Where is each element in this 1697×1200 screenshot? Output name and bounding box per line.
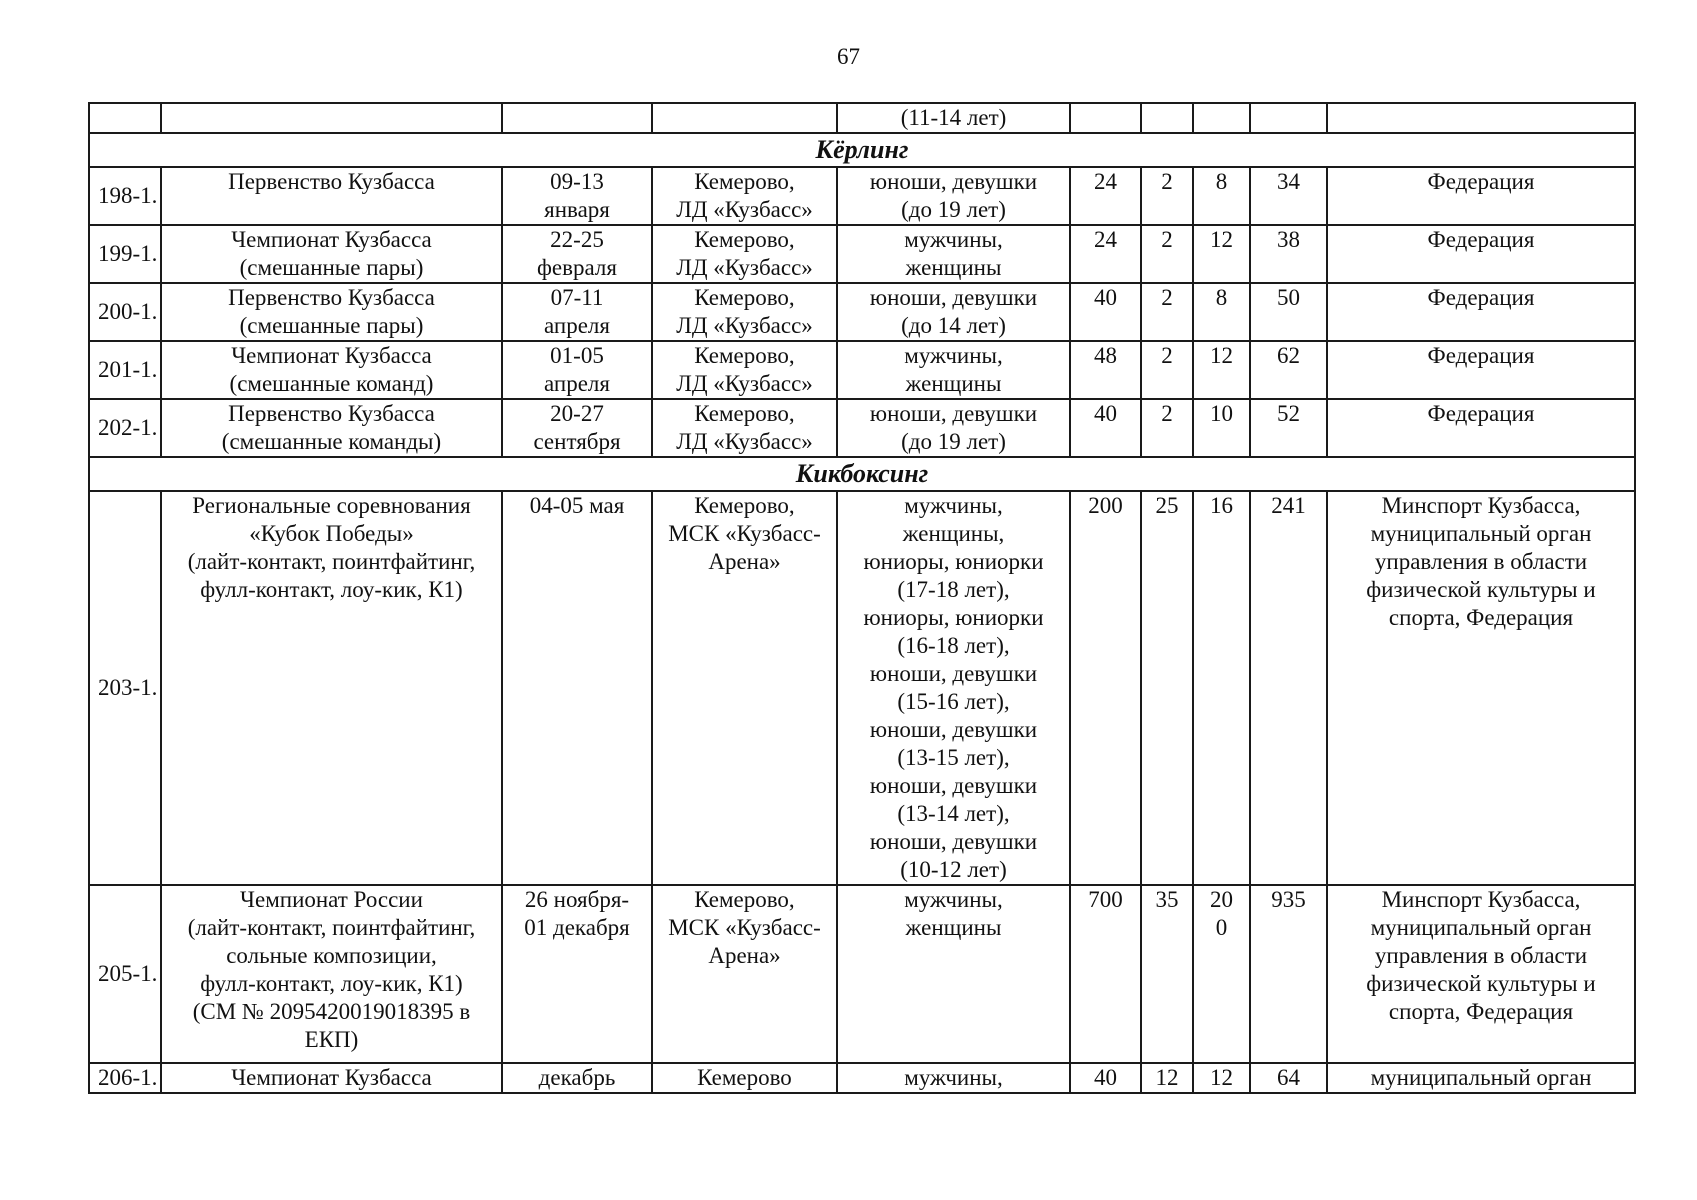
cell-n3: 8	[1193, 283, 1250, 341]
section-header-curling	[89, 133, 1635, 167]
cell-org: Федерация	[1327, 341, 1635, 399]
section-title: Кёрлинг	[89, 133, 1635, 167]
table-row	[89, 491, 1635, 885]
cell-place: Кемерово, МСК «Кузбасс- Арена»	[652, 885, 837, 1063]
cell-total: 935	[1250, 885, 1327, 1063]
cell-n2	[1141, 103, 1193, 133]
table-row	[89, 399, 1635, 457]
cell-n1	[1070, 103, 1141, 133]
cell-total: 38	[1250, 225, 1327, 283]
cell-total: 241	[1250, 491, 1327, 885]
cell-org: Федерация	[1327, 399, 1635, 457]
cell-place: Кемерово, МСК «Кузбасс- Арена»	[652, 491, 837, 885]
cell-n2: 2	[1141, 341, 1193, 399]
cell-name: Первенство Кузбасса	[161, 167, 502, 225]
cell-num: 198-1.	[89, 167, 161, 225]
cell-num: 203-1.	[89, 491, 161, 885]
cell-n3: 16	[1193, 491, 1250, 885]
table-row	[89, 167, 1635, 225]
cell-place: Кемерово, ЛД «Кузбасс»	[652, 341, 837, 399]
cell-dates: декабрь	[502, 1063, 652, 1093]
table-row	[89, 885, 1635, 1063]
cell-dates: 01-05 апреля	[502, 341, 652, 399]
cell-total	[1250, 103, 1327, 133]
cell-total: 52	[1250, 399, 1327, 457]
cell-dates: 07-11 апреля	[502, 283, 652, 341]
table-row	[89, 225, 1635, 283]
cell-n1: 700	[1070, 885, 1141, 1063]
cell-n1: 40	[1070, 283, 1141, 341]
cell-participants: мужчины, женщины	[837, 885, 1070, 1063]
cell-place: Кемерово	[652, 1063, 837, 1093]
cell-n1: 24	[1070, 167, 1141, 225]
cell-n2: 35	[1141, 885, 1193, 1063]
cell-n1: 200	[1070, 491, 1141, 885]
section-title: Кикбоксинг	[89, 457, 1635, 491]
cell-org: Минспорт Кузбасса, муниципальный орган управления в области физической культуры и спорта, Федерация	[1327, 885, 1635, 1063]
cell-place: Кемерово, ЛД «Кузбасс»	[652, 283, 837, 341]
cell-n1: 48	[1070, 341, 1141, 399]
cell-place: Кемерово, ЛД «Кузбасс»	[652, 399, 837, 457]
cell-num: 200-1.	[89, 283, 161, 341]
cell-org: Федерация	[1327, 167, 1635, 225]
cell-num	[89, 103, 161, 133]
cell-n2: 25	[1141, 491, 1193, 885]
cell-name: Первенство Кузбасса (смешанные команды)	[161, 399, 502, 457]
cell-participants: юноши, девушки (до 19 лет)	[837, 399, 1070, 457]
cell-num: 199-1.	[89, 225, 161, 283]
cell-org: Федерация	[1327, 225, 1635, 283]
cell-n1: 24	[1070, 225, 1141, 283]
cell-participants: мужчины, женщины, юниоры, юниорки (17-18 лет), юниоры, юниорки (16-18 лет), юноши, девушки (15-16 лет), юноши, девушки (13-15 лет), юноши, девушки (13-14 лет), юноши, девушки (10-12 лет)	[837, 491, 1070, 885]
cell-name: Чемпионат Кузбасса (смешанные пары)	[161, 225, 502, 283]
cell-total: 64	[1250, 1063, 1327, 1093]
table-row	[89, 283, 1635, 341]
cell-dates: 22-25 февраля	[502, 225, 652, 283]
cell-n1: 40	[1070, 399, 1141, 457]
cell-org: Минспорт Кузбасса, муниципальный орган управления в области физической культуры и спорта, Федерация	[1327, 491, 1635, 885]
cell-dates: 20-27 сентября	[502, 399, 652, 457]
page-number: 67	[837, 44, 860, 69]
cell-name: Первенство Кузбасса (смешанные пары)	[161, 283, 502, 341]
cell-participants: мужчины,	[837, 1063, 1070, 1093]
table-row	[89, 1063, 1635, 1093]
cell-name: Чемпионат Кузбасса	[161, 1063, 502, 1093]
cell-dates: 09-13 января	[502, 167, 652, 225]
cell-org	[1327, 103, 1635, 133]
cell-org: Федерация	[1327, 283, 1635, 341]
cell-num: 205-1.	[89, 885, 161, 1063]
cell-num: 201-1.	[89, 341, 161, 399]
cell-dates: 26 ноября- 01 декабря	[502, 885, 652, 1063]
cell-n3: 12	[1193, 225, 1250, 283]
cell-place	[652, 103, 837, 133]
cell-participants: юноши, девушки (до 19 лет)	[837, 167, 1070, 225]
cell-place: Кемерово, ЛД «Кузбасс»	[652, 167, 837, 225]
cell-participants: (11-14 лет)	[837, 103, 1070, 133]
cell-n2: 2	[1141, 283, 1193, 341]
cell-n2: 2	[1141, 167, 1193, 225]
cell-n2: 2	[1141, 399, 1193, 457]
events-table	[88, 102, 1636, 1094]
cell-total: 50	[1250, 283, 1327, 341]
cell-place: Кемерово, ЛД «Кузбасс»	[652, 225, 837, 283]
cell-n3	[1193, 103, 1250, 133]
cell-n2: 2	[1141, 225, 1193, 283]
cell-n3: 12	[1193, 1063, 1250, 1093]
table-row-carryover	[89, 103, 1635, 133]
cell-n1: 40	[1070, 1063, 1141, 1093]
cell-n3: 20 0	[1193, 885, 1250, 1063]
section-header-kickboxing	[89, 457, 1635, 491]
cell-n3: 12	[1193, 341, 1250, 399]
cell-n3: 10	[1193, 399, 1250, 457]
cell-name	[161, 103, 502, 133]
cell-num: 202-1.	[89, 399, 161, 457]
table-row	[89, 341, 1635, 399]
cell-dates: 04-05 мая	[502, 491, 652, 885]
cell-name: Чемпионат России (лайт-контакт, поинтфайтинг, сольные композиции, фулл-контакт, лоу-кик, К1) (СМ № 2095420019018395 в ЕКП)	[161, 885, 502, 1063]
cell-total: 62	[1250, 341, 1327, 399]
cell-name: Чемпионат Кузбасса (смешанные команд)	[161, 341, 502, 399]
cell-participants: мужчины, женщины	[837, 225, 1070, 283]
cell-n2: 12	[1141, 1063, 1193, 1093]
cell-participants: мужчины, женщины	[837, 341, 1070, 399]
cell-participants: юноши, девушки (до 14 лет)	[837, 283, 1070, 341]
cell-total: 34	[1250, 167, 1327, 225]
cell-num: 206-1.	[89, 1063, 161, 1093]
cell-name: Региональные соревнования «Кубок Победы» (лайт-контакт, поинтфайтинг, фулл-контакт, лоу-кик, К1)	[161, 491, 502, 885]
cell-org: муниципальный орган	[1327, 1063, 1635, 1093]
cell-dates	[502, 103, 652, 133]
cell-n3: 8	[1193, 167, 1250, 225]
